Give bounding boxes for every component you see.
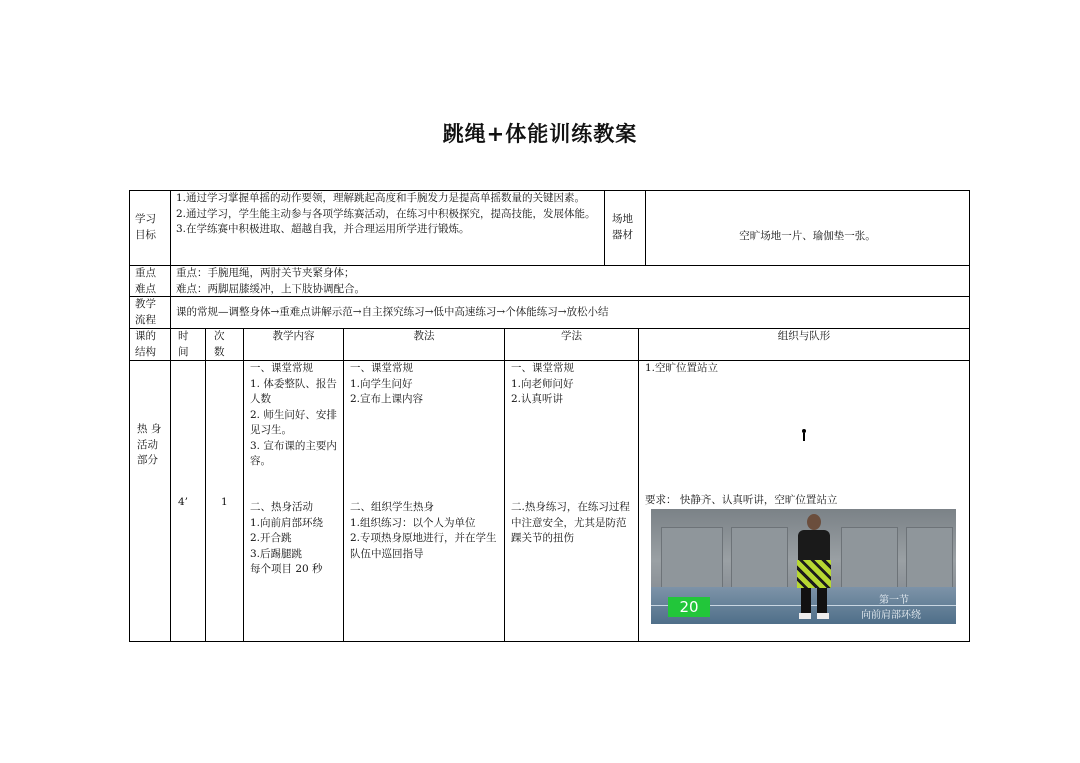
warmup-video-still	[651, 509, 956, 624]
header-structure: 课的 结构	[135, 330, 156, 358]
header-time: 时 间	[178, 330, 189, 358]
organization-requirement: 要求： 快静齐、认真听讲，空旷位置站立	[645, 494, 838, 506]
content-warmup: 二、热身活动 1.向前肩部环绕 2.开合跳 3.后踢腿跳 每个项目 20 秒	[250, 501, 324, 575]
goals-label: 学习 目标	[135, 213, 156, 241]
learn-routine: 一、课堂常规 1.向老师问好 2.认真听讲	[511, 362, 574, 405]
content-routine: 一、课堂常规 1. 体委整队、报告人数 2. 师生问好、安排见习生。 3. 宣布课的主要内容。	[250, 362, 337, 467]
warmup-count: 1	[221, 496, 228, 508]
exercise-timer: 20	[668, 597, 710, 617]
page-title: 跳绳+体能训练教案	[442, 122, 638, 146]
header-organization: 组织与队形	[777, 330, 831, 342]
header-content: 教学内容	[272, 330, 315, 342]
instructor-figure	[807, 514, 821, 530]
flow-label: 教学 流程	[135, 298, 156, 326]
method-routine: 一、课堂常规 1.向学生问好 2.宣布上课内容	[350, 362, 424, 405]
equipment-label: 场地 器材	[612, 213, 633, 241]
student-position-icon	[802, 429, 806, 441]
header-learn: 学法	[561, 330, 582, 342]
flow-text: 课的常规—调整身体→重难点讲解示范→自主探究练习→低中高速练习→个体能练习→放松小结	[176, 306, 609, 318]
organization-standing: 1.空旷位置站立	[645, 362, 719, 374]
header-count: 次 数	[214, 330, 225, 358]
key-points-label: 重点 难点	[135, 267, 156, 295]
method-warmup: 二、组织学生热身 1.组织练习：以个人为单位 2.专项热身原地进行，并在学生队伍中巡回指导	[350, 501, 497, 560]
equipment-value: 空旷场地一片、瑜伽垫一张。	[739, 230, 876, 242]
key-points-text: 重点：手腕甩绳，两肘关节夹紧身体； 难点：两脚屈膝缓冲，上下肢协调配合。	[176, 267, 365, 295]
learn-warmup: 二.热身练习，在练习过程中注意安全，尤其是防范踝关节的扭伤	[511, 501, 630, 544]
header-method: 教法	[413, 330, 435, 342]
warmup-label: 热 身 活动 部分	[137, 423, 162, 466]
goals-text: 1.通过学习掌握单摇的动作要领，理解跳起高度和手腕发力是提高单摇数量的关键因素。 2.通过学习，学生能主动参与各项学练赛活动，在练习中积极探究，提高技能，发展体能。 3.在学练赛中积极进取、超越自我，并合理运用所学进行锻炼。	[176, 192, 596, 235]
video-caption-exercise: 向前肩部环绕	[861, 610, 921, 621]
warmup-time: 4’	[178, 496, 189, 508]
video-caption-section: 第一节	[879, 595, 909, 606]
